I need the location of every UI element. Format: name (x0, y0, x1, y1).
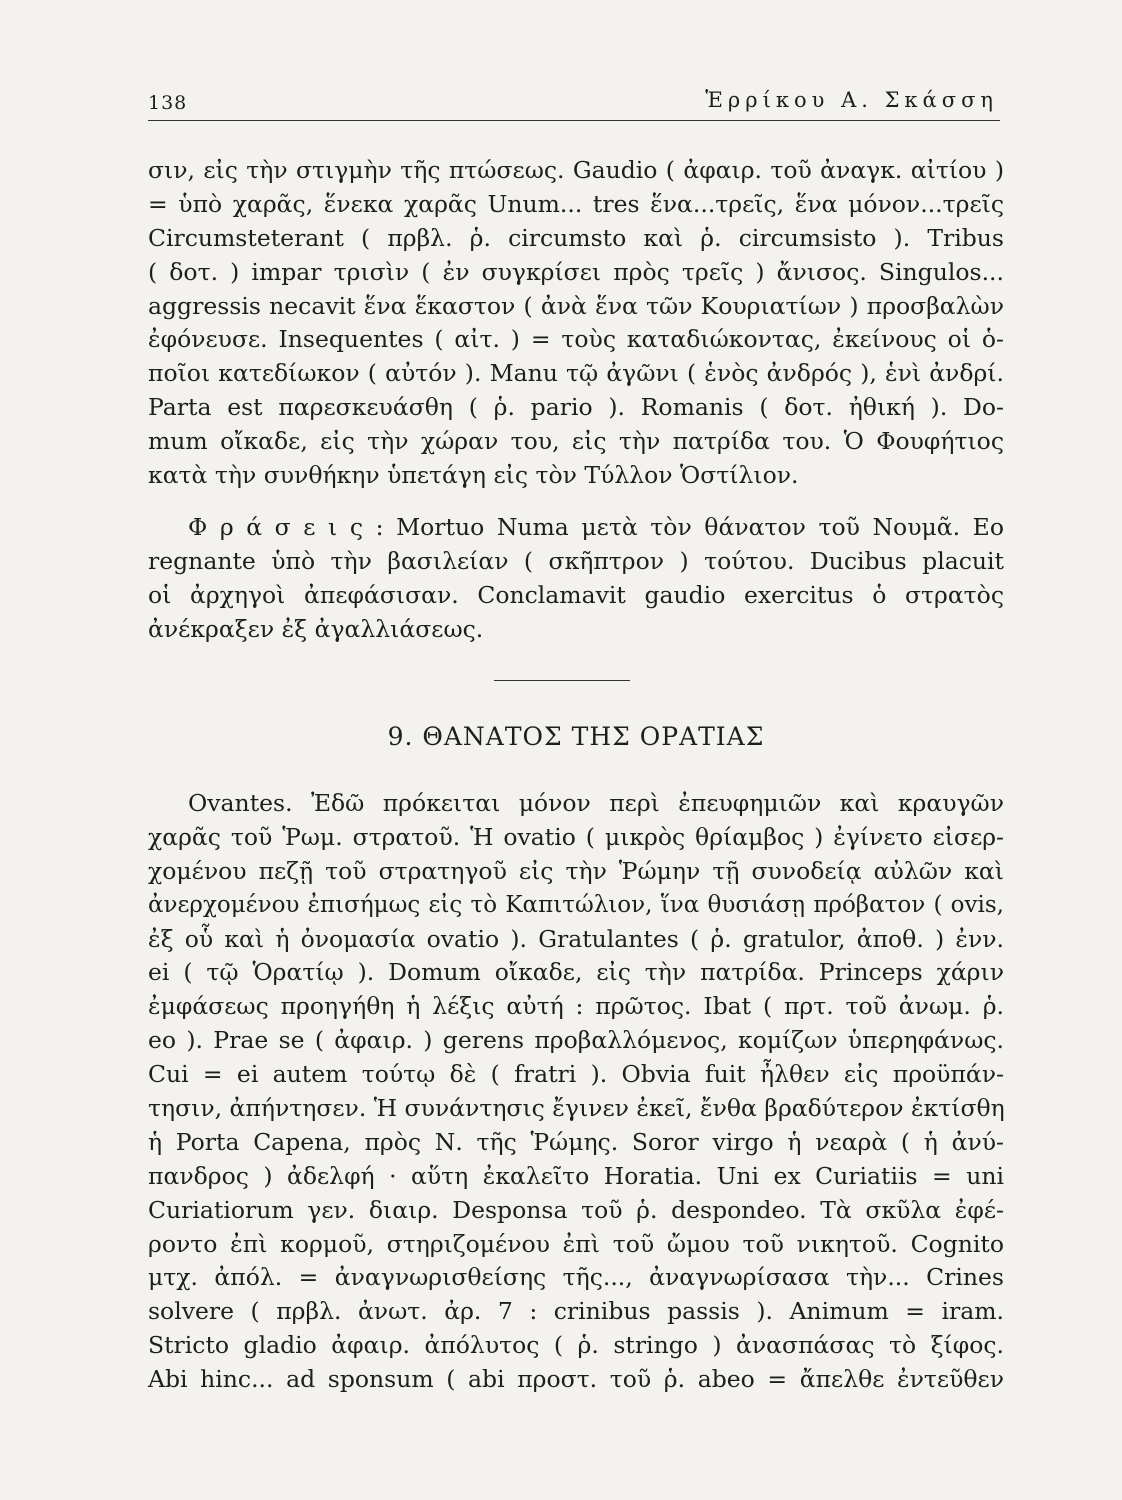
text-line: Abi hinc... ad sponsum ( abi προστ. τοῦ ῥ. abeo = ἄπελθε ἐντεῦθεν (148, 1365, 1004, 1394)
text-line: Stricto gladio ἀφαιρ. ἀπόλυτος ( ῥ. stringo ) ἀνασπάσας τὸ ξίφος. (148, 1331, 1004, 1360)
text-line: ἐφόνευσε. Insequentes ( αἰτ. ) = τοὺς καταδιώκοντας, ἐκείνους οἱ ὁ- (148, 325, 1004, 354)
paragraph-phrases (148, 511, 1004, 647)
page-number: 138 (148, 92, 188, 114)
text-line: ἡ Porta Capena, πρὸς Ν. τῆς Ῥώμης. Soror virgo ἡ νεαρὰ ( ἡ ἀνύ- (148, 1127, 1004, 1156)
text-line: = ὑπὸ χαρᾶς, ἕνεκα χαρᾶς Unum... tres ἕνα...τρεῖς, ἕνα μόνον...τρεῖς (148, 189, 1004, 218)
text-line: οἱ ἀρχηγοὶ ἀπεφάσισαν. Conclamavit gaudio exercitus ὁ στρατὸς (148, 580, 1004, 609)
text-line: τησιν, ἀπήντησεν. Ἡ συνάντησις ἔγινεν ἐκεῖ, ἔνθα βραδύτερον ἐκτίσθη (148, 1094, 1005, 1123)
text-line: κατὰ τὴν συνθήκην ὑπετάγη εἰς τὸν Τύλλον Ὁστίλιον. (148, 461, 799, 490)
text-line: ἀνερχομένου ἐπισήμως εἰς τὸ Καπιτώλιον, ἵνα θυσιάσῃ πρόβατον ( ovis, (148, 891, 1004, 918)
section-title: 9. ΘΑΝΑΤΟΣ ΤΗΣ ΟΡΑΤΙΑΣ (387, 722, 765, 751)
text-line: μτχ. ἀπόλ. = ἀναγνωρισθείσης τῆς..., ἀναγνωρίσασα τὴν... Crines (148, 1263, 1004, 1292)
text-line: Circumsteterant ( πρβλ. ῥ. circumsto καὶ ῥ. circumsisto ). Tribus (148, 223, 1004, 252)
text-line: Cui = ei autem τούτῳ δὲ ( fratri ). Obvia fuit ἦλθεν εἰς προϋπάν- (148, 1060, 1004, 1089)
text-line: Curiatiorum γεν. διαιρ. Desponsa τοῦ ῥ. despondeo. Τὰ σκῦλα ἐφέ- (148, 1195, 1004, 1224)
text-line: ἐμφάσεως προηγήθη ἡ λέξις αὐτή : πρῶτος. Ibat ( πρτ. τοῦ ἀνωμ. ῥ. (148, 992, 1004, 1021)
text-line: ei ( τῷ Ὁρατίῳ ). Domum οἴκαδε, εἰς τὴν πατρίδα. Princeps χάριν (148, 958, 1004, 987)
text-line: aggressis necavit ἕνα ἕκαστον ( ἀνὰ ἕνα τῶν Κουριατίων ) προσβαλὼν (148, 291, 1004, 320)
text-line: regnante ὑπὸ τὴν βασιλείαν ( σκῆπτρον ) τούτου. Ducibus placuit (148, 546, 1004, 575)
text-line: Φ ρ ά σ ε ι ς : Mortuo Numa μετὰ τὸν θάνατον τοῦ Νουμᾶ. Eo (188, 513, 1004, 541)
text-line: Ovantes. Ἐδῶ πρόκειται μόνον περὶ ἐπευφημιῶν καὶ κραυγῶν (188, 789, 1004, 817)
running-head: Ἑρρίκου Α. Σκάσση (705, 88, 998, 112)
text-line: ροντο ἐπὶ κορμοῦ, στηριζομένου ἐπὶ τοῦ ὤμου τοῦ νικητοῦ. Cognito (148, 1229, 1004, 1258)
text-line: χομένου πεζῇ τοῦ στρατηγοῦ εἰς τὴν Ῥώμην τῇ συνοδείᾳ αὐλῶν καὶ (148, 856, 1004, 885)
paragraph-commentary (148, 154, 1004, 493)
text-line: ποῖοι κατεδίωκον ( αὐτόν ). Manu τῷ ἀγῶνι ( ἑνὸς ἀνδρός ), ἑνὶ ἀνδρί. (148, 359, 1004, 388)
text-line: σιν, εἰς τὴν στιγμὴν τῆς πτώσεως. Gaudio ( ἀφαιρ. τοῦ ἀναγκ. αἰτίου ) (148, 156, 1004, 184)
text-line: Parta est παρεσκευάσθη ( ῥ. pario ). Romanis ( δοτ. ἠθική ). Do- (148, 393, 1004, 422)
text-line: mum οἴκαδε, εἰς τὴν χώραν του, εἰς τὴν πατρίδα του. Ὁ Φουφήτιος (148, 427, 1004, 456)
page-header (148, 84, 1000, 120)
paragraph-section-9 (148, 787, 1004, 1397)
text-line: eo ). Prae se ( ἀφαιρ. ) gerens προβαλλόμενος, κομίζων ὑπερηφάνως. (148, 1026, 1004, 1055)
section-divider (494, 680, 630, 681)
header-rule (148, 120, 1000, 121)
text-line: solvere ( πρβλ. ἀνωτ. ἀρ. 7 : crinibus passis ). Animum = iram. (148, 1297, 1004, 1326)
text-line: πανδρος ) ἀδελφή · αὕτη ἐκαλεῖτο Horatia. Uni ex Curiatiis = uni (148, 1161, 1004, 1190)
text-line: ἐξ οὗ καὶ ἡ ὀνομασία ovatio ). Gratulantes ( ῥ. gratulor, ἀποθ. ) ἐνν. (148, 924, 1004, 953)
text-line: ( δοτ. ) impar τρισὶν ( ἐν συγκρίσει πρὸς τρεῖς ) ἄνισος. Singulos... (148, 257, 1004, 286)
text-line: χαρᾶς τοῦ Ῥωμ. στρατοῦ. Ἡ ovatio ( μικρὸς θρίαμβος ) ἐγίνετο εἰσερ- (148, 822, 1004, 851)
text-line: ἀνέκραξεν ἐξ ἀγαλλιάσεως. (148, 614, 484, 643)
